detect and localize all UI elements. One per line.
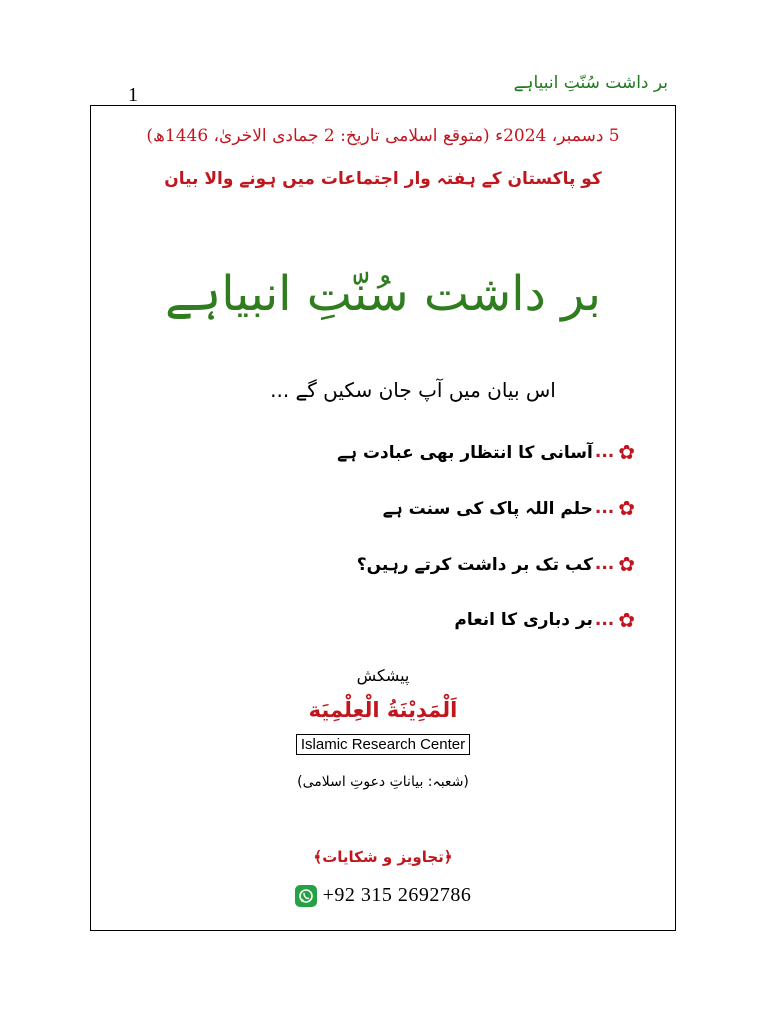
list-item bbox=[215, 424, 635, 480]
phone-number[interactable]: +92 315 2692786 bbox=[322, 884, 472, 906]
topic-text: آسانی کا انتظار بھی عبادت ہے bbox=[337, 442, 593, 463]
bullet-dots: ... bbox=[594, 554, 615, 574]
topic-list bbox=[215, 424, 635, 648]
cover-frame bbox=[90, 105, 676, 931]
topic-text: بر دباری کا انعام bbox=[454, 610, 593, 630]
bullet-dots: ... bbox=[594, 610, 615, 630]
bullet-dots: ... bbox=[594, 498, 615, 518]
intro-text: اس بیان میں آپ جان سکیں گے ... bbox=[270, 378, 556, 402]
presented-by-label: پیشکش bbox=[356, 666, 410, 685]
flower-icon: ✿ bbox=[618, 440, 635, 464]
list-item bbox=[215, 592, 635, 648]
page-number: 1 bbox=[128, 84, 138, 106]
list-item bbox=[215, 536, 635, 592]
date-line: 5 دسمبر، 2024ء (متوقع اسلامی تاریخ: 2 جمادی الاخریٰ، 1446ھ) bbox=[146, 126, 620, 146]
list-item bbox=[215, 480, 635, 536]
main-title: بر داشت سُنّتِ انبیاہے bbox=[164, 266, 602, 322]
running-title: بر داشت سُنّتِ انبیاہے bbox=[513, 73, 668, 93]
topic-text: حلم اللہ پاک کی سنت ہے bbox=[382, 498, 593, 519]
bullet-dots: ... bbox=[594, 442, 615, 462]
contact-row bbox=[91, 884, 675, 907]
flower-icon: ✿ bbox=[618, 552, 635, 576]
flower-icon: ✿ bbox=[618, 496, 635, 520]
flower-icon: ✿ bbox=[618, 608, 635, 632]
organization-logo: اَلْمَدِيْنَةُ الْعِلْمِيَة bbox=[308, 698, 458, 722]
department-label: (شعبہ: بیاناتِ دعوتِ اسلامی) bbox=[297, 774, 469, 790]
whatsapp-icon bbox=[295, 885, 317, 907]
feedback-heading: ﴿تجاویز و شکایات﴾ bbox=[313, 848, 453, 866]
topic-text: کب تک بر داشت کرتے رہیں؟ bbox=[356, 554, 593, 575]
subtitle: کو پاکستان کے ہفتہ وار اجتماعات میں ہونے والا بیان bbox=[164, 169, 602, 189]
organization-english-name: Islamic Research Center bbox=[296, 734, 470, 755]
